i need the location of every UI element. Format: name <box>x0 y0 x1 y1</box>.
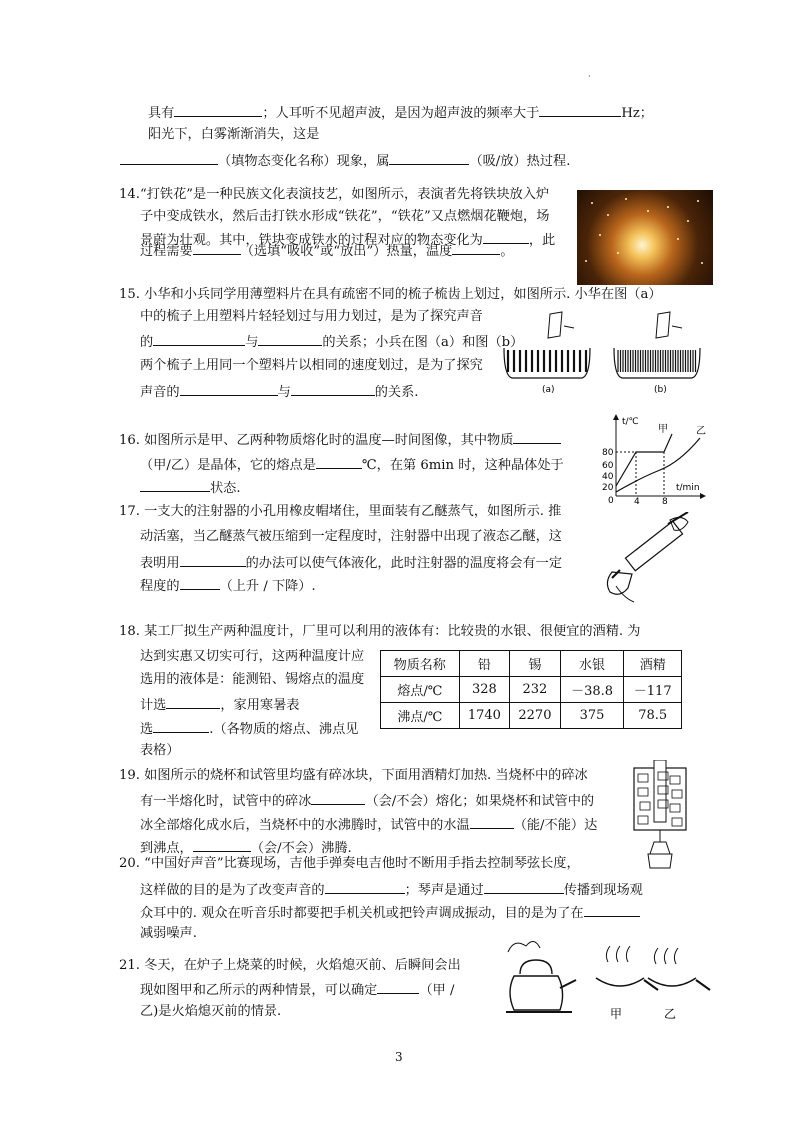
graph-y40: 40 <box>602 472 614 482</box>
fig-b-label: (b) <box>654 385 667 395</box>
q17-line-2: 动活塞，当乙醚蒸气被压缩到一定程度时，注射器中出现了液态乙醚，这 <box>140 529 562 544</box>
graph-jia-label: 甲 <box>658 424 668 435</box>
table-header: 物质名称 <box>381 651 460 677</box>
comb-a <box>504 312 590 378</box>
top-line-1: 具有 ；人耳听不见超声波，是因为超声波的频率大于 Hz； <box>148 103 653 123</box>
page-mark: · <box>588 72 591 81</box>
q16-line-2: （甲/乙）是晶体，它的熔点是 ℃，在第 6min 时，这种晶体处于 <box>140 455 564 475</box>
graph-ylabel: t/℃ <box>622 417 639 427</box>
table-cell: 232 <box>510 677 561 703</box>
q20-line-4: 减弱噪声. <box>140 926 197 941</box>
q18-line-1: 18. 某工厂拟生产两种温度计，厂里可以利用的液体有：比较贵的水银、很便宜的酒精. 为 <box>119 624 641 639</box>
graph-y60: 60 <box>602 461 614 471</box>
q16-line-1: 16. 如图所示是甲、乙两种物质熔化时的温度—时间图像，其中物质 <box>119 430 561 450</box>
q15-line-2: 中的梳子上用塑料片轻轻划过与用力划过，是为了探究声音 <box>140 309 483 324</box>
q20-line-3: 众耳中的. 观众在听音乐时都要把手机关机或把铃声调成振动，目的是为了在 <box>140 903 640 923</box>
q15-line-1: 15. 小华和小兵同学用薄塑料片在具有疏密不同的梳子梳齿上划过，如图所示. 小华在图（a） <box>119 287 662 302</box>
q15-line-4: 两个梳子上用同一个塑料片以相同的速度划过，是为了探究 <box>140 358 483 373</box>
table-cell: 沸点/℃ <box>381 703 460 729</box>
q18-line-3: 选用的液体是：能测铅、锡熔点的温度 <box>140 672 365 687</box>
q20-line-2: 这样做的目的是为了改变声音的 ；琴声是通过 传播到现场观 <box>140 880 643 900</box>
q19-line-3: 冰全部熔化成水后，当烧杯中的水沸腾时，试管中的水温 （能/不能）达 <box>140 815 597 835</box>
graph-xlabel: t/min <box>676 483 700 493</box>
table-cell: 375 <box>560 703 624 729</box>
table-row <box>381 703 682 729</box>
q14-line-1: 14.“打铁花”是一种民族文化表演技艺，如图所示，表演者先将铁块放入炉 <box>119 187 550 202</box>
q18-line-4: 计选 ，家用寒暑表 <box>140 695 300 715</box>
comb-figure <box>498 306 704 396</box>
table-cell: 328 <box>459 677 510 703</box>
syringe-figure <box>598 512 698 604</box>
top-line-2: 阳光下，白雾渐渐消失，这是 <box>148 127 320 142</box>
table-cell: 熔点/℃ <box>381 677 460 703</box>
fig-a-label: (a) <box>542 385 555 395</box>
q20-line-1: 20. “中国好声音”比赛现场，吉他手弹奏电吉他时不断用手指去控制琴弦长度， <box>119 856 580 871</box>
q14-line-3: 景蔚为壮观。其中，铁块变成铁水的过程对应的物态变化为 ，此 <box>140 230 555 250</box>
table-header: 水银 <box>560 651 624 677</box>
beaker-figure <box>630 760 694 872</box>
q18-line-6: 表格） <box>140 743 180 758</box>
q21-line-3: 乙)是火焰熄灭前的情景. <box>140 1004 282 1019</box>
table-cell: 1740 <box>459 703 510 729</box>
table-header-row <box>381 651 682 677</box>
q18-line-2: 达到实惠又切实可行，这两种温度计应 <box>140 649 365 664</box>
q17-line-3: 表明用 的办法可以使气体液化，此时注射器的温度将会有一定 <box>140 553 562 573</box>
q17-line-1: 17. 一支大的注射器的小孔用橡皮帽堵住，里面装有乙醚蒸气，如图所示. 推 <box>119 504 562 519</box>
graph-x8: 8 <box>662 497 668 504</box>
comb-b <box>614 312 700 378</box>
label-jia: 甲 <box>610 1007 623 1021</box>
q19-line-4: 到沸点， （会/不会）沸腾. <box>140 838 352 858</box>
q14-line-4: 过程需要 （选填“吸收”或“放出”）热量，温度 。 <box>140 241 514 261</box>
graph-y20: 20 <box>602 483 614 493</box>
graph-origin: 0 <box>608 496 614 504</box>
iron-flower-photo <box>577 190 713 285</box>
table-row <box>381 677 682 703</box>
label-yi: 乙 <box>664 1007 677 1021</box>
q16-line-3: 状态. <box>140 478 241 498</box>
graph-x4: 4 <box>634 497 640 504</box>
table-cell: 2270 <box>510 703 561 729</box>
substance-table <box>380 650 682 729</box>
q15-line-3: 的 与 的关系；小兵在图（a）和图（b） <box>140 332 523 352</box>
q19-line-1: 19. 如图所示的烧杯和试管里均盛有碎冰块，下面用酒精灯加热. 当烧杯中的碎冰 <box>119 768 588 783</box>
q21-line-1: 21. 冬天，在炉子上烧菜的时候，火焰熄灭前、后瞬间会出 <box>119 958 461 973</box>
kettle-pan-figure <box>500 932 712 1028</box>
q14-line-2: 子中变成铁水，然后击打铁水形成“铁花”，“铁花”又点燃烟花鞭炮，场 <box>140 209 550 224</box>
table-cell: －38.8 <box>560 677 624 703</box>
melting-graph <box>600 412 712 504</box>
q19-line-2: 有一半熔化时，试管中的碎冰 （会/不会）熔化；如果烧杯和试管中的 <box>140 791 594 811</box>
graph-y80: 80 <box>602 448 614 458</box>
q17-line-4: 程度的 （上升 / 下降）. <box>140 576 316 596</box>
table-cell: 78.5 <box>624 703 682 729</box>
top-line-3: （填物态变化名称）现象，属 （吸/放）热过程. <box>120 151 570 171</box>
table-cell: －117 <box>624 677 682 703</box>
graph-yi-label: 乙 <box>696 426 706 437</box>
q21-line-2: 现如图甲和乙所示的两种情景，可以确定 （甲 / <box>140 980 454 1000</box>
table-header: 锡 <box>510 651 561 677</box>
table-header: 铅 <box>459 651 510 677</box>
q18-line-5: 选 .（各物质的熔点、沸点见 <box>140 719 358 739</box>
table-header: 酒精 <box>624 651 682 677</box>
q15-line-5: 声音的 与 的关系. <box>140 382 419 402</box>
page-number: 3 <box>395 1050 403 1064</box>
